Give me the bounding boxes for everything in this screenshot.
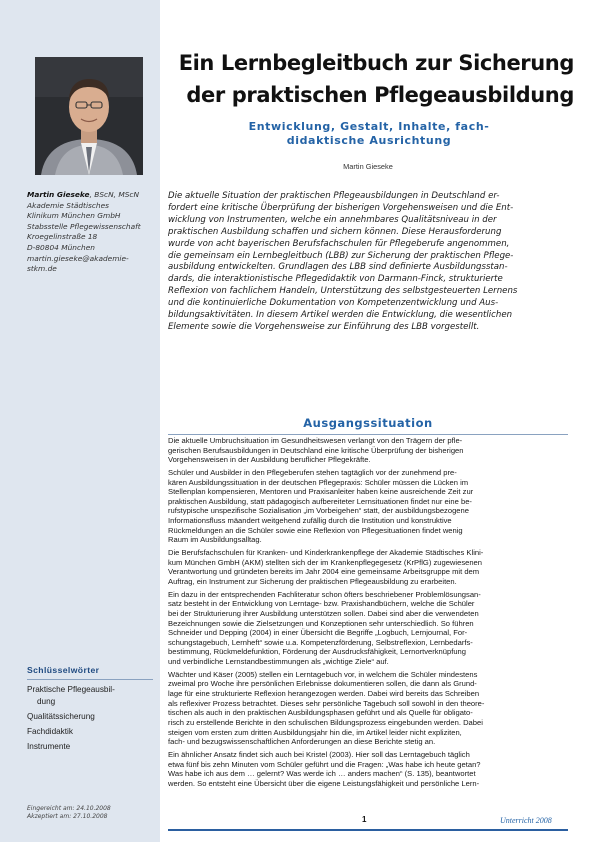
abstract-line: Reflexion von fachlichem Handeln, Unterstützung des selbstgesteuerten Lernens xyxy=(168,286,518,297)
author-address-line: Kroegelinstraße 18 xyxy=(27,232,98,242)
body-line: risch zu erstellende Berichte in den schulischen Bildungsprozess eingebunden werden. Dabei xyxy=(168,717,483,727)
abstract-line: Elemente sowie die Vorgehensweise zur Einführung des LBB vorgestellt. xyxy=(168,321,480,332)
abstract-line: wicklung von Instrumenten, welche ein annehmbares Qualitätsniveau in der xyxy=(168,214,497,225)
body-line: etwa fünf bis zehn Minuten vom Schüler geführt und die Fragen: „Was habe ich heute getan? xyxy=(168,759,481,769)
author-affiliation-line: Akademie Städtisches xyxy=(27,200,110,210)
body-line: Vorgehensweisen in der Ausbildung beruflicher Pflegekräfte. xyxy=(168,455,371,465)
body-line: und verbindliche Lernstandbestimmungen als „wichtige Ziele“ auf. xyxy=(168,657,389,667)
abstract-line: fordert eine kritische Überprüfung der bisherigen Vorgehensweisen und die Ent- xyxy=(168,202,514,213)
keywords-list xyxy=(27,684,155,756)
author-affiliation-line: Klinikum München GmbH xyxy=(27,211,121,221)
author-name: Martin Gieseke xyxy=(27,190,90,199)
body-line: zweimal pro Woche ihre persönlichen Erlebnisse dokumentieren sollen, die dann als Grund- xyxy=(168,679,477,689)
section-divider xyxy=(168,434,568,435)
abstract-line: praktischen Ausbildung schaffen und sichern können. Diese Herausforderung xyxy=(168,226,502,237)
subtitle-line: didaktische Ausrichtung xyxy=(286,134,452,147)
keyword-label-cont: dung xyxy=(37,696,56,706)
article-title xyxy=(164,47,574,111)
body-line: rufstypische unspezifische Sozialisation „im Vorbeigehen“ statt, der ausbildungsbezogene xyxy=(168,506,469,516)
body-line: gerischen Berufsausbildungen in Deutschland eine kritische Überprüfung der bisherigen xyxy=(168,445,464,455)
body-line: lage für eine strukturierte Reflexion herangezogen werden. Dabei wird bereits das Schreiben xyxy=(168,689,480,699)
body-line: Rückmeldungen an die Schüler sowie eine Reflexion von Pflegesituationen findet wenig xyxy=(168,525,463,535)
body-line: steigen vom ersten zum dritten Ausbildungsjahr hin die, im Artikel leider nicht expliziten, xyxy=(168,727,462,737)
author-city-line: D-80804 München xyxy=(27,242,95,252)
body-line: Raum im Ausbildungsalltag. xyxy=(168,535,262,545)
body-line: Informationsfluss mäandert weitgehend zufällig durch die Institution und konstruktive xyxy=(168,516,452,526)
abstract-line: dards, die interaktionistische Pflegedidaktik von Darmann-Finck, strukturierte xyxy=(168,274,503,285)
keyword-label: Praktische Pflegeausbil- xyxy=(27,685,115,694)
body-line: bestimmung, Rückmeldefunktion, Förderung der Ausdrucksfähigkeit, Lernortverknüpfung xyxy=(168,647,467,657)
keyword-item: Qualitätssicherung xyxy=(27,711,95,721)
page-number: 1 xyxy=(362,815,367,824)
body-line: schungstagebuch, Lernheft“ sowie u.a. Kompetenzförderung, Selbstreflexion, Lernbedarfs- xyxy=(168,637,473,647)
body-line: Auftrag, ein Instrument zur Sicherung der praktischen Pflegeausbildung zu erarbeiten. xyxy=(168,576,457,586)
body-line: kären Ausbildungssituation in der deutschen Pflegepraxis: Schüler müssen die Lücken im xyxy=(168,477,469,487)
title-line: Ein Lernbegleitbuch zur Sicherung xyxy=(178,51,574,75)
body-line: Die Berufsfachschulen für Kranken- und Kinderkrankenpflege der Akademie Städtisches Klini- xyxy=(168,548,484,558)
body-line: werden. So entsteht eine Übersicht über die eigene Leistungsfähigkeit und persönliche Lern- xyxy=(168,778,480,788)
byline: Martin Gieseke xyxy=(343,162,393,171)
body-line: Stellenplan kompensieren, Mentoren und Praxisanleiter haben keine ausreichende Zeit zur xyxy=(168,487,474,497)
body-line: Verantwortung und gründeten bereits im Jahr 2004 eine gemeinsame Arbeitsgruppe mit dem xyxy=(168,567,480,577)
abstract-line: ausbildung entwickelten. Grundlagen des LBB sind definierte Ausbildungsstan- xyxy=(168,262,508,273)
body-line: Ein ähnlicher Ansatz findet sich auch bei Kristel (2003). Hier soll das Lerntagebuch täglich xyxy=(168,749,470,759)
title-line: der praktischen Pflegeausbildung xyxy=(186,83,574,107)
body-line: kum München GmbH (AKM) stellten sich der im Krankenpflegegesetz (KrPflG) zugewiesenen xyxy=(168,557,483,567)
footer-divider xyxy=(168,829,568,831)
author-email-line[interactable]: stkm.de xyxy=(27,264,57,274)
body-line: Schneider und Depping (2004) in einer Übersicht die Begriffe „Logbuch, Lernjournal, For- xyxy=(168,628,468,638)
abstract-line: Die aktuelle Situation der praktischen Pflegeausbildungen in Deutschland er- xyxy=(168,191,500,201)
body-line: Was habe ich aus dem … gelernt? Was werde ich … anders machen“ (S. 135), beantwortet xyxy=(168,769,476,779)
abstract-line: wurde von acht bayerischen Berufsfachschulen für Pflegeberufe angenommen, xyxy=(168,238,510,249)
body-line: tischen als auch in den praktischen Ausbildungsphasen geführt und als Quelle für obligato- xyxy=(168,708,473,718)
submitted-date: Eingereicht am: 24.10.2008 xyxy=(27,805,111,812)
body-line: als reflexiver Prozess betrachtet. Dieses sehr persönliche Tagebuch soll sowohl in den theore- xyxy=(168,698,485,708)
author-credentials: , BScN, MScN xyxy=(89,190,139,199)
body-line: Bezeichnungen sowie die Zielsetzungen und Konzeptionen sehr unterschiedlich. So führen xyxy=(168,618,474,628)
author-department-line: Stabsstelle Pflegewissenschaft xyxy=(27,221,141,231)
submission-dates xyxy=(27,805,111,821)
magazine-name: Unterricht 2008 xyxy=(500,816,552,825)
abstract-line: und die kontinuierliche Dokumentation von Kompetenzentwicklung und Aus- xyxy=(168,298,499,309)
keyword-item: Instrumente xyxy=(27,741,71,751)
body-line: Schüler und Ausbilder in den Pflegeberufen stehen tagtäglich vor der zunehmend pre- xyxy=(168,467,457,477)
abstract xyxy=(168,191,568,334)
body-text xyxy=(168,436,568,788)
body-line: Wächter und Käser (2005) stellen ein Lerntagebuch vor, in welchem die Schüler mindestens xyxy=(168,669,478,679)
keywords-title: Schlüsselwörter xyxy=(27,665,100,675)
abstract-line: die gemeinsam ein Lernbegleitbuch (LBB) zur Sicherung der praktischen Pflege- xyxy=(168,250,514,261)
keyword-item xyxy=(27,684,155,707)
author-portrait-image xyxy=(35,57,143,175)
article-subtitle xyxy=(184,120,554,148)
body-line: Ein dazu in der entsprechenden Fachliteratur schon öfters beschriebener Problemlösungsan- xyxy=(168,589,481,599)
section-heading: Ausgangssituation xyxy=(303,416,433,430)
author-info xyxy=(27,190,155,275)
author-email-line[interactable]: martin.gieseke@akademie- xyxy=(27,253,129,263)
author-name-line xyxy=(27,190,155,201)
subtitle-line: Entwicklung, Gestalt, Inhalte, fach- xyxy=(248,120,490,133)
body-line: praktischen Ausbildung, statt pädagogisch aufbereiteter Lernsituationen findet nur eine be- xyxy=(168,496,472,506)
accepted-date: Akzeptiert am: 27.10.2008 xyxy=(27,813,108,820)
abstract-line: bildungsaktivitäten. In diesem Artikel werden die Entwicklung, die wesentlichen xyxy=(168,310,513,321)
keyword-item: Fachdidaktik xyxy=(27,726,73,736)
keywords-divider xyxy=(27,679,153,680)
body-line: bei der Strukturierung ihrer Ausbildung unterstützen sollen. Dabei sind aber die verwendeten xyxy=(168,608,479,618)
author-photo xyxy=(35,57,143,175)
body-line: satz besteht in der Entwicklung von Lerntage- bzw. Praxishandbüchern, welche die Schüler xyxy=(168,599,475,609)
body-line: Die aktuelle Umbruchsituation im Gesundheitswesen verlangt von den Trägern der pfle- xyxy=(168,436,463,445)
body-line: fach- und bezugswissenschaftlichen Anforderungen an diese Berichte stetig an. xyxy=(168,737,436,747)
